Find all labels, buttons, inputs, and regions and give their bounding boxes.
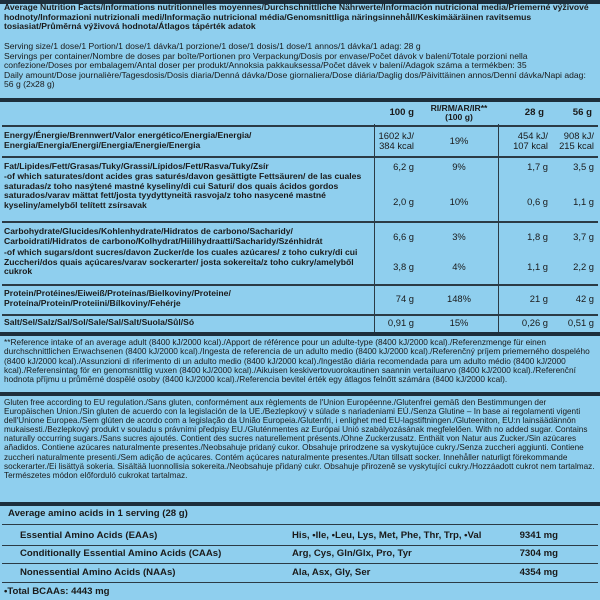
amino-row-value: 7304 mg [519, 548, 558, 559]
row-rule [2, 314, 598, 316]
reference-intake-note: **Reference intake of an average adult (8400 kJ/2000 kcal)./Apport de référence pour un adulte-type (8400 kJ/2000 kcal)./Referenzmenge für einen durchschnittlichen Erwachsenen (8400 kJ/2000 kcal)./Ingesta de referencia de un adulto medio (8400 kJ/2000 kcal)./Referenčný príjem priemerného dospelého (8400 kJ/2000 kcal)./Assunzioni di riferimento di un adulto medio (8400 kJ/2000 kcal)./Ingestão diária recomendada para um adulto médio (8400 kJ/2000 kcal)./Referensintag för en genomsnittlig vuxen (8400 kJ/2000 kcal)./Aikuisen keskivertovuorokautinen saannin vertailuarvo (8400 kJ/2000 kcal)./Referenční hodnota příjmu u průměrné dospělé osoby (8400 kJ/2000 kcal)./Referencia bevitel érték egy átlagos felnőtt számára (8400 kJ/2000 kcal). [4, 337, 590, 385]
row-rule [2, 545, 598, 546]
daily-amount: Daily amount/Dose journalière/Tagesdosis/Dosis diaria/Denná dávka/Dose giornaliera/Dose diária/Daglig dos/Päivittäinen annos/Denní dávka/Napi adag: 56 g (2x28 g) [4, 69, 586, 90]
carbohydrate-56g: 3,7 g [573, 231, 594, 242]
energy-label: Energy/Énergie/Brennwert/Valor energético/Energia/Energia/ Energia/Energia/Energi/Energia/Energie/Energia [4, 130, 252, 150]
section-rule [0, 392, 600, 396]
serving-size: Serving size/1 dose/1 Portion/1 dose/1 dávka/1 porzione/1 dose/1 dosis/1 dose/1 annos/1 dávka/1 adag: 28 g [4, 41, 421, 51]
row-rule [2, 221, 598, 223]
amino-row-label: Conditionally Essential Amino Acids (CAAs) [20, 548, 222, 559]
row-rule [2, 563, 598, 564]
protein-28g: 21 g [529, 293, 548, 304]
sugars-label: -of which sugars/dont sucres/davon Zucker/de los cuales azúcares/ z toho cukry/di cui Zuccheri/dos quais açúcares/varav sockerarter/ josta sokereita/z toho cukry/amelyből cukrok [4, 247, 358, 277]
energy-56g [546, 131, 594, 150]
energy-100g-kcal: 384 kcal [379, 139, 414, 151]
salt-100g: 0,91 g [387, 317, 414, 328]
fat-100g: 6,2 g [393, 161, 414, 172]
carbohydrate-ri: 3% [452, 231, 466, 242]
nutrition-title: Average Nutrition Facts/Informations nutritionnelles moyennes/Durchschnittliche Nährwerte/Información nutricional media/Priemerné výživové hodnoty/Informazioni nutrizionali medi/Informação nutricional média/Genomsnittliga näringsinnehåll/Keskimääräinen ravitsemus tosiasiat/Průměrná výživová hodnota/Átlagos tápérték adatok [4, 2, 589, 32]
col-ri-line2: (100 g) [445, 112, 473, 123]
protein-ri: 148% [447, 293, 471, 304]
saturates-ri: 10% [449, 196, 469, 207]
energy-56g-kj: 908 kJ/ [563, 130, 594, 141]
saturates-28g: 0,6 g [527, 196, 548, 207]
sugars-56g: 2,2 g [573, 261, 594, 272]
carbohydrate-100g: 6,6 g [393, 231, 414, 242]
section-rule [0, 98, 600, 102]
amino-row-acids: His, •Ile, •Leu, Lys, Met, Phe, Thr, Trp, •Val [292, 530, 482, 541]
row-rule [2, 125, 598, 127]
col-28g: 28 g [524, 107, 544, 118]
col-100g: 100 g [389, 107, 414, 118]
energy-56g-kcal: 215 kcal [559, 139, 594, 151]
sugars-28g: 1,1 g [527, 261, 548, 272]
protein-100g: 74 g [395, 293, 414, 304]
sugars-100g: 3,8 g [393, 261, 414, 272]
energy-28g [498, 131, 548, 150]
salt-label: Salt/Sel/Salz/Sal/Sol/Sale/Sal/Salt/Suola/Sůl/Só [4, 317, 195, 327]
sugars-ri: 4% [452, 261, 466, 272]
amino-row-value: 9341 mg [519, 530, 558, 541]
energy-100g [342, 131, 414, 150]
amino-row-label: Nonessential Amino Acids (NAAs) [20, 567, 176, 578]
carbohydrate-28g: 1,8 g [527, 231, 548, 242]
serving-info [4, 42, 596, 90]
row-rule [2, 582, 598, 583]
carbohydrate-label: Carbohydrate/Glucides/Kohlenhydrate/Hidratos de carbono/Sacharidy/ Carboidrati/Hidratos de carbono/Kolhydrat/Hiilihydraatti/Sacharidy/Szénhidrát [4, 226, 323, 246]
fat-28g: 1,7 g [527, 161, 548, 172]
col-ri-line1: RI/RM/AR/IR** [430, 103, 488, 113]
amino-acids-title: Average amino acids in 1 serving (28 g) [8, 508, 188, 519]
fat-ri: 9% [452, 161, 466, 172]
gluten-sugar-note: Gluten free according to EU regulation./Sans gluten, conformément aux règlements de l'Union Européenne./Glutenfrei gemäß den Bestimmungen der Europäischen Union./Sin gluten de acuerdo con la legislación de la UE./Bezlepkový v súlade s nariadeniami EÚ./Senza Glutine – In base ai regolamenti vigenti dell'Unione Europea./Sem glúten de acordo com a legislação da União Europeia./Glutenfri, i enlighet med EU-lagstiftningen./Gluteeniton, EU:n lainsäädännön mukaisesti./Bezlepkový produkt v souladu s právními předpisy EU./Gluténmentes az Európai Unió szabályozásának megfelelően. With no added sugar. Contains naturally occurring sugars./Sans sucres ajoutés. Contient des sucres naturellement présents./Ohne Zuckerzusatz. Enthält von Natur aus Zucker./Sin azúcares añadidos. Contiene azúcares naturalmente presentes./Neobsahuje pridaný cukor. Obsahuje prirodzene sa vyskytujúce cukry./Senza zuccheri aggiunti. Contiene zuccheri naturalmente presenti./Sem adição de açúcares. Contém açúcares naturalmente presentes./Utan tillsatt socker. Innehåller naturligt förekommande sockerarter./Ei lisättyä sokeria. Sisältää luonnollisia sokereita./Neobsahuje přidaný cukr. Obsahuje přirozeně se vyskytující cukry./Hozzáadott cukrot nem tartalmaz. Természetes módon előforduló cukrokat tartalmaz. [4, 398, 595, 480]
amino-row-acids: Ala, Asx, Gly, Ser [292, 567, 371, 578]
amino-row-acids: Arg, Cys, Gln/Glx, Pro, Tyr [292, 548, 412, 559]
amino-row-value: 4354 mg [519, 567, 558, 578]
energy-ri: 19% [449, 135, 469, 146]
salt-28g: 0,26 g [521, 317, 548, 328]
energy-100g-kj: 1602 kJ/ [378, 130, 414, 141]
row-rule [2, 156, 598, 158]
section-rule [0, 502, 600, 506]
saturates-56g: 1,1 g [573, 196, 594, 207]
row-rule [2, 524, 598, 525]
salt-ri: 15% [449, 317, 469, 328]
section-rule [0, 332, 600, 336]
saturates-100g: 2,0 g [393, 196, 414, 207]
saturates-label: -of which saturates/dont acides gras saturés/davon gesättigte Fettsäuren/ de las cuales saturadas/z toho nasýtené mastné kyseliny/di cui Saturi/ dos quais ácidos gordos saturados/varav mättat fett/josta tyydyttyneitä rasvoja/z toho nasycené mastné kyseliny/amelyből telített zsírsavak [4, 171, 362, 210]
energy-28g-kcal: 107 kcal [513, 139, 548, 151]
energy-28g-kj: 454 kJ/ [517, 130, 548, 141]
protein-56g: 42 g [575, 293, 594, 304]
col-ri [422, 104, 496, 123]
servings-per-container: Servings per container/Nombre de doses par boîte/Portionen pro Verpackung/Dosis por envase/Počet dávok v balení/Totale porzioni nella confezione/Doses por embalagem/Antal doser per produkt/Annoksia pakkauksessa/Počet dávek v balení/Adagok száma a termékben: 35 [4, 50, 528, 71]
amino-row-label: Essential Amino Acids (EAAs) [20, 530, 158, 541]
fat-label: Fat/Lipides/Fett/Grasas/Tuky/Grassi/Lípidos/Fett/Rasva/Tuky/Zsír [4, 161, 269, 171]
salt-56g: 0,51 g [567, 317, 594, 328]
col-56g: 56 g [572, 107, 592, 118]
row-rule [2, 284, 598, 286]
protein-label: Protein/Protéines/Eiweiß/Proteínas/Bielkoviny/Proteine/ Proteína/Protein/Proteiini/Bílkoviny/Fehérje [4, 288, 231, 308]
bcaa-total-text: •Total BCAAs: 4443 mg [4, 586, 110, 597]
fat-56g: 3,5 g [573, 161, 594, 172]
